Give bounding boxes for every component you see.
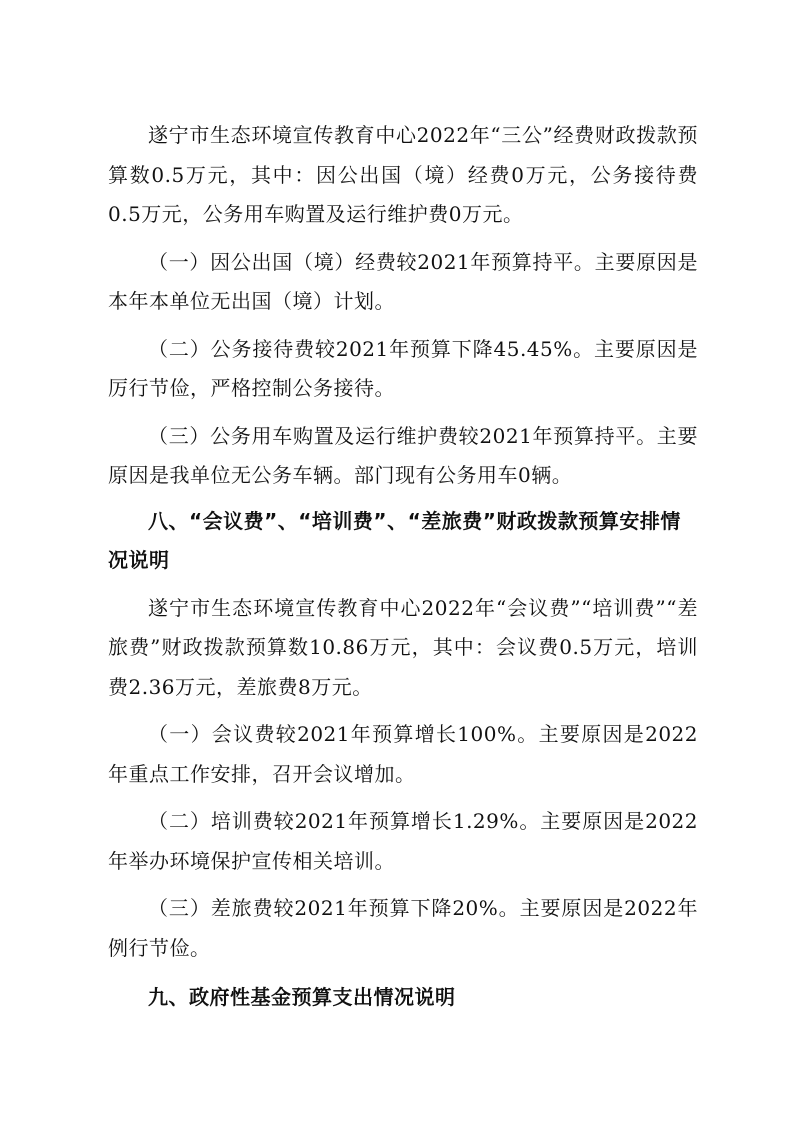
paragraph-sanggong-budget: 遂宁市生态环境宣传教育中心2022年“三公”经费财政拨款预算数0.5万元，其中：因公出国（境）经费0万元，公务接待费0.5万元，公务用车购置及运行维护费0万元。	[108, 123, 698, 226]
section-heading-9: 九、政府性基金预算支出情况说明	[148, 985, 456, 1009]
paragraph-official-reception: （二）公务接待费较2021年预算下降45.45%。主要原因是厉行节俭，严格控制公务接待。	[108, 336, 698, 400]
section-heading-8: 八、“会议费”、“培训费”、“差旅费”财政拨款预算安排情况说明	[108, 508, 681, 572]
document-body	[108, 116, 698, 1018]
paragraph-training-fee: （二）培训费较2021年预算增长1.29%。主要原因是2022年举办环境保护宣传相关培训。	[108, 809, 698, 873]
paragraph-meeting-fee: （一）会议费较2021年预算增长100%。主要原因是2022年重点工作安排，召开会议增加。	[108, 722, 698, 786]
paragraph-meeting-training-travel-budget: 遂宁市生态环境宣传教育中心2022年“会议费”“培训费”“差旅费”财政拨款预算数10.86万元，其中：会议费0.5万元，培训费2.36万元，差旅费8万元。	[108, 595, 698, 699]
paragraph-official-vehicles: （三）公务用车购置及运行维护费较2021年预算持平。主要原因是我单位无公务车辆。部门现有公务用车0辆。	[108, 423, 698, 487]
paragraph-travel-fee: （三）差旅费较2021年预算下降20%。主要原因是2022年例行节俭。	[108, 896, 698, 960]
paragraph-overseas-travel: （一）因公出国（境）经费较2021年预算持平。主要原因是本年本单位无出国（境）计划。	[108, 249, 698, 313]
